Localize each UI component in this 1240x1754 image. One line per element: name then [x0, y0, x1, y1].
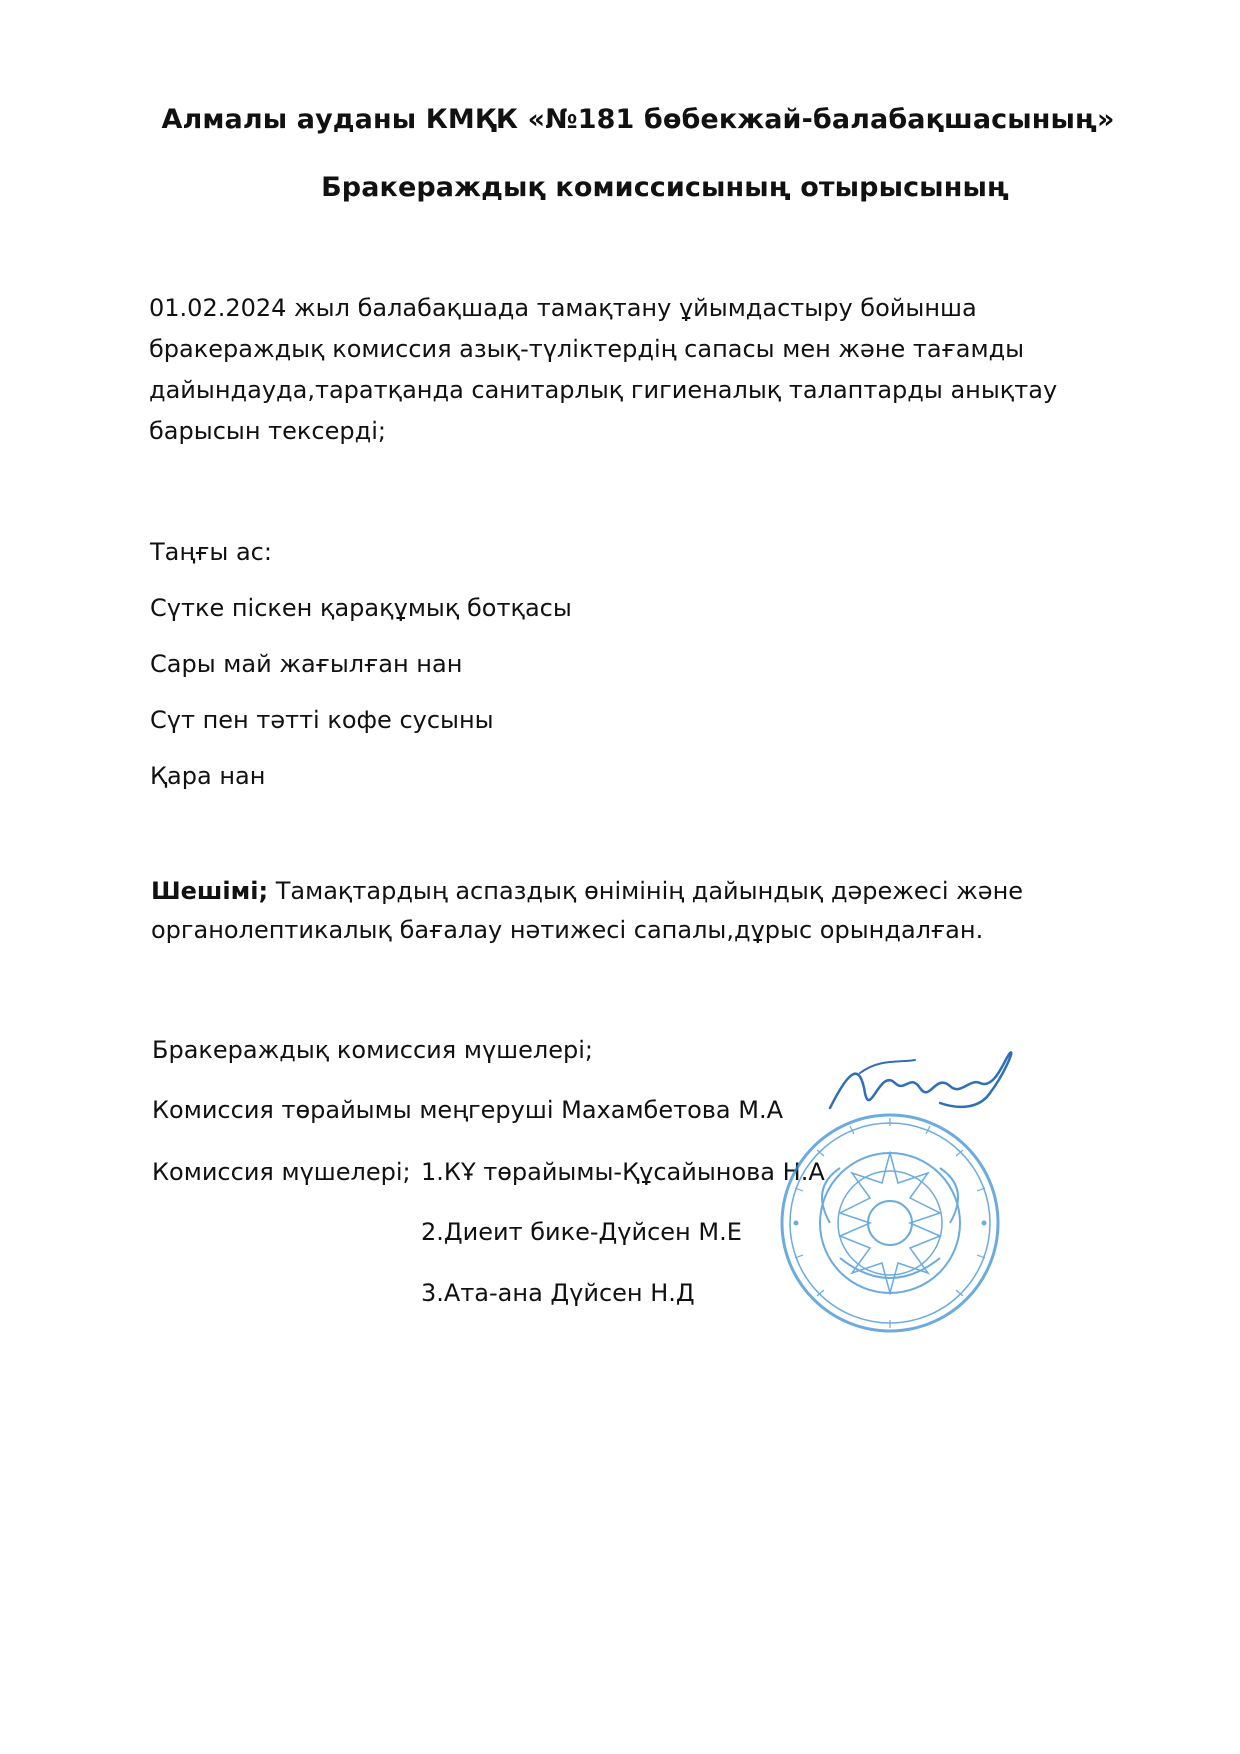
decision-paragraph: [151, 872, 1051, 950]
commission-member: 1.КҰ төрайымы-Құсайынова Н.А: [421, 1158, 825, 1186]
commission-member: 2.Диеит бике-Дүйсен М.Е: [421, 1218, 742, 1246]
commission-member: 3.Ата-ана Дүйсен Н.Д: [421, 1279, 695, 1307]
official-stamp-icon: [770, 1108, 1010, 1338]
decision-label: Шешімі;: [151, 877, 269, 905]
commission-members-label: Комиссия мүшелері;: [152, 1158, 411, 1186]
document-title-line-1: Алмалы ауданы КМҚК «№181 бөбекжай-балабақшасының»: [161, 104, 1115, 135]
menu-item: Сүтке піскен қарақұмық ботқасы: [150, 594, 572, 622]
decision-text: Тамақтардың аспаздық өнімінің дайындық дәрежесі және органолептикалық бағалау нәтижесі сапалы,дұрыс орындалған.: [151, 877, 1024, 944]
menu-item: Сүт пен тәтті кофе сусыны: [150, 706, 494, 734]
menu-item: Қара нан: [150, 762, 266, 790]
commission-heading: Бракераждық комиссия мүшелері;: [152, 1036, 593, 1064]
document-title-line-2: Бракераждық комиссисының отырысының: [321, 172, 1009, 203]
breakfast-menu: [150, 536, 572, 816]
menu-item: Сары май жағылған нан: [150, 650, 463, 678]
menu-heading: Таңғы ас:: [150, 538, 272, 566]
intro-paragraph: 01.02.2024 жыл балабақшада тамақтану ұйымдастыру бойынша бракераждық комиссия азық-түліктердің сапасы мен және тағамды дайындауда,таратқанда санитарлық гигиеналық талаптарды анықтау барысын тексерді;: [149, 294, 1058, 445]
commission-chair: Комиссия төрайымы меңгеруші Махамбетова М.А: [152, 1096, 784, 1124]
signature-icon: [820, 1048, 1020, 1128]
